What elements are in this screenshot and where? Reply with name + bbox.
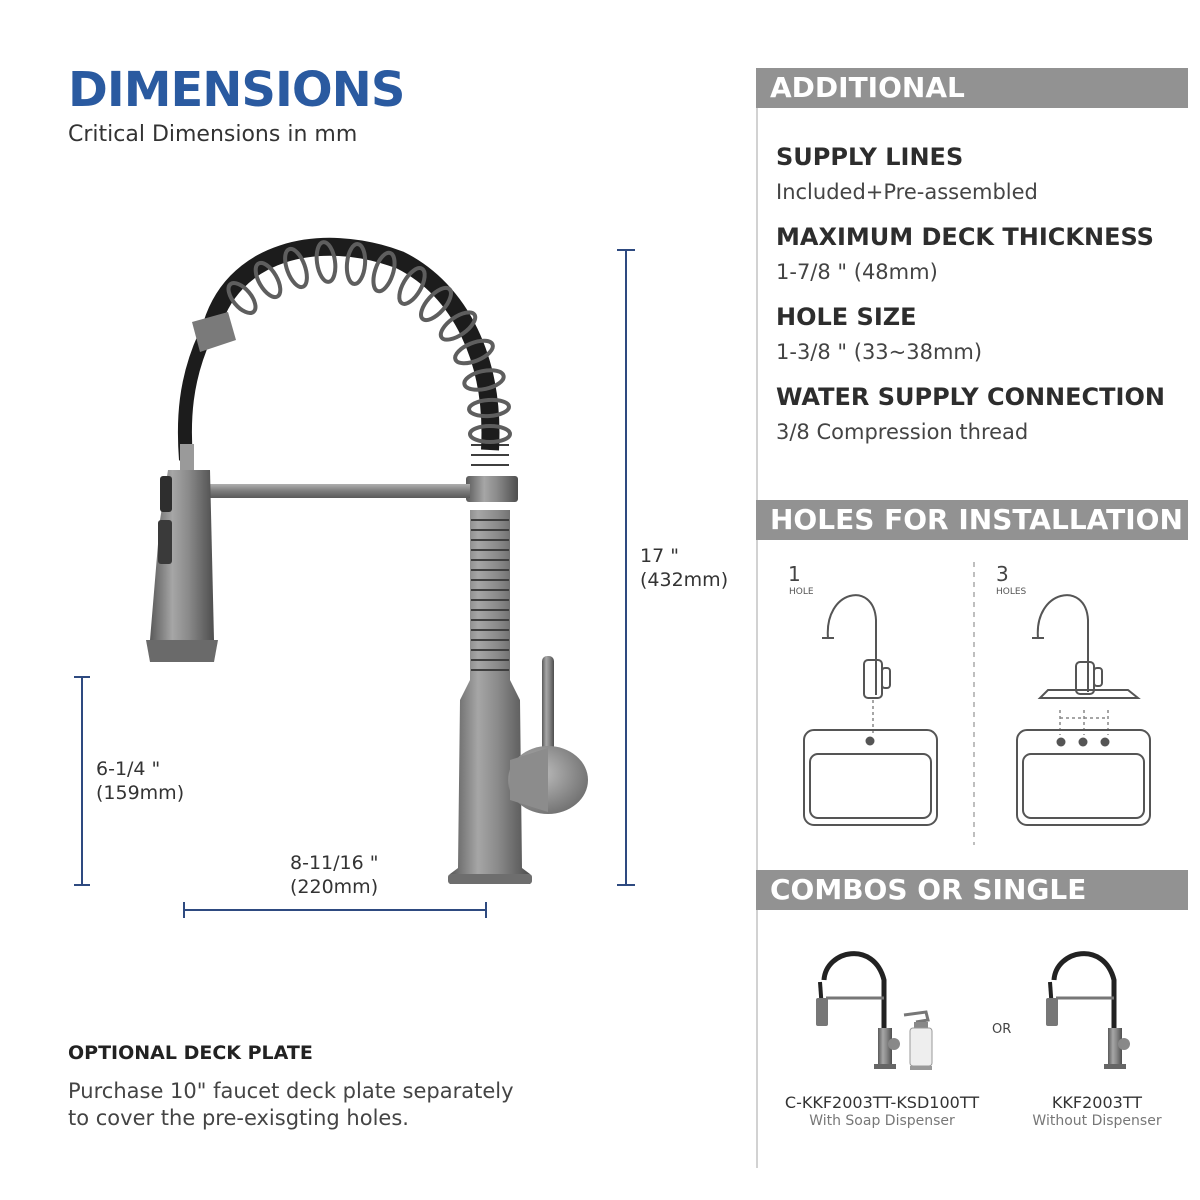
single-faucet-image xyxy=(1046,954,1130,1069)
water-supply-heading: WATER SUPPLY CONNECTION xyxy=(776,383,1165,411)
spout-height-label xyxy=(96,757,184,805)
spout-height-metric: (159mm) xyxy=(96,782,185,804)
combo-products-diagram xyxy=(756,940,1186,1080)
pull-down-spray-head xyxy=(146,470,218,662)
deck-thickness-value: 1-7/8 " (48mm) xyxy=(776,260,938,284)
height-metric: (432mm) xyxy=(640,569,729,591)
faucet-body xyxy=(448,445,532,884)
combo-model-name: C-KKF2003TT-KSD100TT xyxy=(784,1093,980,1112)
or-label: OR xyxy=(992,1022,1012,1037)
hole-size-heading: HOLE SIZE xyxy=(776,303,917,331)
deck-plate-line-2: to cover the pre-exisgting holes. xyxy=(68,1106,409,1130)
three-hole-faucet-icon xyxy=(1032,595,1138,698)
water-supply-value: 3/8 Compression thread xyxy=(776,420,1029,444)
height-imperial: 17 " xyxy=(640,545,679,567)
one-hole-caption: HOLE xyxy=(789,587,814,597)
page-subtitle: Critical Dimensions in mm xyxy=(68,122,358,147)
spout-height-dimension-line xyxy=(74,677,90,885)
single-hole-faucet-icon xyxy=(822,595,890,698)
reach-imperial: 8-11/16 " xyxy=(290,852,379,874)
one-hole-number: 1 xyxy=(788,562,801,586)
deck-plate-line-1: Purchase 10" faucet deck plate separately xyxy=(68,1079,514,1103)
supply-lines-heading: SUPPLY LINES xyxy=(776,143,964,171)
deck-plate-text xyxy=(68,1078,568,1132)
single-hole-dot xyxy=(866,737,875,746)
three-holes-caption: HOLES xyxy=(996,587,1027,597)
height-dimension-line xyxy=(617,250,635,885)
deck-plate-heading: OPTIONAL DECK PLATE xyxy=(68,1042,313,1064)
additional-info-header: ADDITIONAL INFORMATION xyxy=(756,68,1188,108)
height-label xyxy=(640,544,728,592)
hole-size-value: 1-3/8 " (33~38mm) xyxy=(776,340,983,364)
spout-height-imperial: 6-1/4 " xyxy=(96,758,161,780)
single-model-description: Without Dispenser xyxy=(1032,1113,1162,1129)
supply-lines-value: Included+Pre-assembled xyxy=(776,180,1038,204)
spring-coil xyxy=(180,241,510,470)
combo-model-description: With Soap Dispenser xyxy=(809,1113,955,1129)
page-title: DIMENSIONS xyxy=(68,62,405,118)
reach-metric: (220mm) xyxy=(290,876,379,898)
holes-header: HOLES FOR INSTALLATION xyxy=(756,500,1188,540)
faucet-arm xyxy=(205,484,470,498)
soap-dispenser-image xyxy=(904,1012,932,1070)
single-model-name: KKF2003TT xyxy=(1051,1093,1143,1112)
combos-header: COMBOS OR SINGLE xyxy=(756,870,1188,910)
reach-dimension-line xyxy=(184,902,486,918)
three-holes-number: 3 xyxy=(996,562,1009,586)
combo-faucet-image xyxy=(816,954,900,1069)
deck-thickness-heading: MAXIMUM DECK THICKNESS xyxy=(776,223,1154,251)
reach-label xyxy=(290,851,378,899)
installation-holes-diagram xyxy=(756,550,1186,850)
